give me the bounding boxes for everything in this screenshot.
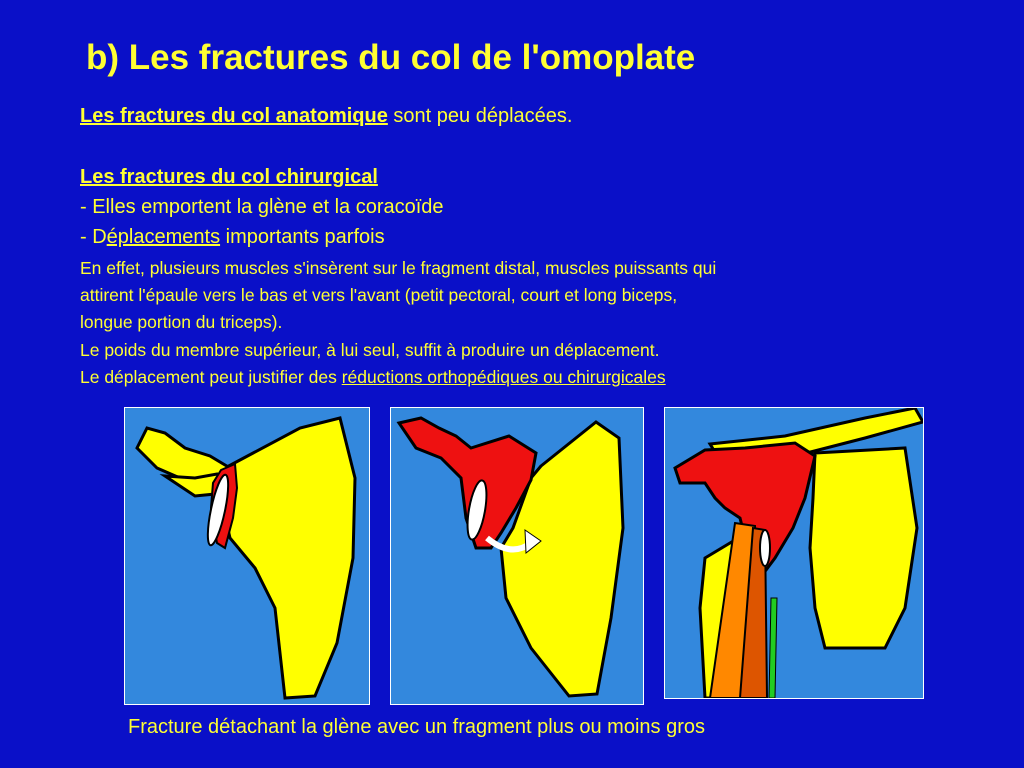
page-title: b) Les fractures du col de l'omoplate bbox=[86, 38, 696, 77]
bullet-displacements-suffix: importants parfois bbox=[220, 226, 385, 248]
reductions-link[interactable]: réductions orthopédiques ou chirurgicales bbox=[341, 367, 666, 387]
paragraph-line-5 bbox=[80, 367, 666, 388]
paragraph-line-2: attirent l'épaule vers le bas et vers l'avant (petit pectoral, court et long biceps, bbox=[80, 285, 678, 305]
figure-scapula-3 bbox=[664, 407, 924, 699]
surgical-neck-heading[interactable]: Les fractures du col chirurgical bbox=[80, 166, 378, 188]
anatomical-neck-text: sont peu déplacées. bbox=[387, 105, 573, 127]
pectoralis-tendon bbox=[769, 598, 777, 698]
scapula-bone bbox=[810, 448, 917, 648]
paragraph-line-3: longue portion du triceps). bbox=[80, 312, 283, 332]
scapula-bone bbox=[223, 418, 355, 698]
glenoid-surface bbox=[760, 530, 770, 566]
bullet-displacements bbox=[80, 226, 385, 249]
figure-scapula-2 bbox=[390, 407, 644, 705]
anatomical-neck-link[interactable]: Les fractures du col anatomique bbox=[80, 105, 388, 127]
paragraph-line-4: Le poids du membre supérieur, à lui seul, suffit à produire un déplacement. bbox=[80, 340, 660, 360]
reductions-prefix: Le déplacement peut justifier des bbox=[80, 367, 342, 387]
figure-caption: Fracture détachant la glène avec un fragment plus ou moins gros bbox=[128, 716, 705, 738]
bullet-displacements-prefix: - D bbox=[80, 226, 107, 248]
figure-scapula-1 bbox=[124, 407, 370, 705]
line-anatomical-neck bbox=[80, 105, 572, 128]
bullet-glene-coracoid: - Elles emportent la glène et la coracoïde bbox=[80, 196, 444, 218]
displacements-link[interactable]: éplacements bbox=[106, 226, 221, 248]
paragraph-line-1: En effet, plusieurs muscles s'insèrent sur le fragment distal, muscles puissants qui bbox=[80, 258, 717, 278]
